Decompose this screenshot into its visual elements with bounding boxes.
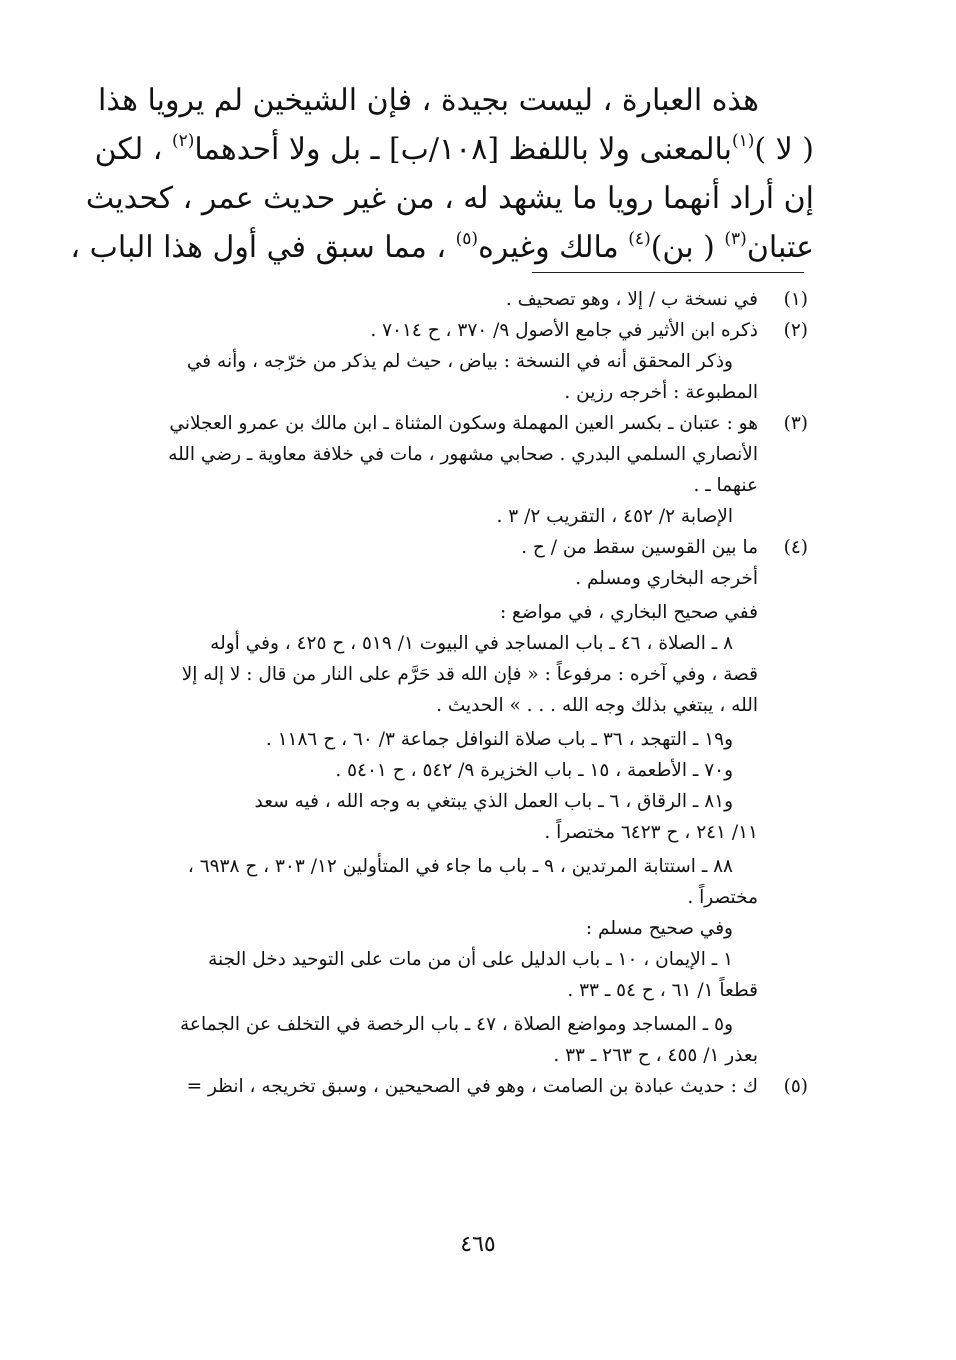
footnote-line: قصة ، وفي آخره : مرفوعاً : « فإن الله قد حَرَّم على النار من قال : لا إله إلا [181, 664, 758, 685]
footnote-number: (٥) [783, 1076, 808, 1097]
main-text-line: إن أراد أنهما رويا ما يشهد له ، من غير حديث عمر ، كحديث [85, 181, 814, 216]
footnote-line: ففي صحيح البخاري ، في مواضع : [499, 602, 758, 623]
footnote-3 [108, 408, 808, 532]
main-text [70, 76, 814, 272]
footnote-number: (١) [783, 289, 808, 310]
footnote-line: و٨١ ـ الرقاق ، ٦ ـ باب العمل الذي يبتغي به وجه الله ، فيه سعد [254, 791, 733, 812]
footnote-number: (٣) [783, 413, 808, 434]
main-text-segment: ، لكن [94, 132, 163, 167]
footnote-line: بعذر ١/ ٤٥٥ ، ح ٢٦٣ ـ ٣٣ . [553, 1045, 758, 1066]
footnote-line: في نسخة ب / إلا ، وهو تصحيف . [505, 289, 758, 310]
footnote-line: و٥ ـ المساجد ومواضع الصلاة ، ٤٧ ـ باب الرخصة في التخلف عن الجماعة [180, 1014, 733, 1035]
footnote-line: عنهما ـ . [693, 475, 758, 496]
footnote-1 [108, 284, 808, 315]
footnote-ref: (٣) [724, 229, 747, 249]
footnote-line: ٨٨ ـ استتابة المرتدين ، ٩ ـ باب ما جاء في المتأولين ١٢/ ٣٠٣ ، ح ٦٩٣٨ ، [187, 856, 733, 877]
footnote-line: الله ، يبتغي بذلك وجه الله . . . » الحديث . [436, 695, 758, 716]
footnote-line: ٨ ـ الصلاة ، ٤٦ ـ باب المساجد في البيوت ١/ ٥١٩ ، ح ٤٢٥ ، وفي أوله [210, 633, 733, 654]
main-text-segment: ( بن) [650, 230, 715, 265]
main-text-line [70, 223, 814, 272]
main-text-line: هذه العبارة ، ليست بجيدة ، فإن الشيخين لم يرويا هذا [98, 83, 759, 118]
footnote-number: (٢) [783, 320, 808, 341]
footnote-ref: (٢) [171, 131, 195, 151]
main-text-segment: عتبان [746, 230, 814, 265]
footnote-ref: (٥) [455, 229, 479, 249]
footnote-line: وذكر المحقق أنه في النسخة : بياض ، حيث لم يذكر من خرّجه ، وأنه في [186, 351, 733, 372]
footnotes [108, 284, 808, 1102]
footnote-2 [108, 315, 808, 408]
footnote-line: قطعاً ١/ ٦١ ، ح ٥٤ ـ ٣٣ . [567, 980, 758, 1001]
footnote-ref: (١) [731, 131, 755, 151]
main-text-line [94, 125, 814, 174]
main-text-segment: بالمعنى ولا باللفظ [١٠٨/ب] ـ بل ولا أحدهما [194, 132, 732, 167]
footnote-line: ذكره ابن الأثير في جامع الأصول ٩/ ٣٧٠ ، ح ٧٠١٤ . [370, 320, 758, 341]
page-number: ٤٦٥ [460, 1232, 496, 1257]
footnote-line: ١١/ ٢٤١ ، ح ٦٤٢٣ مختصراً . [544, 822, 758, 843]
main-text-segment: ، مما سبق في أول هذا الباب ، [70, 230, 447, 265]
footnote-line: وفي صحيح مسلم : [585, 918, 733, 939]
footnote-separator [532, 272, 804, 273]
footnote-number: (٤) [783, 537, 808, 558]
footnote-line: ما بين القوسين سقط من / ح . [521, 537, 758, 558]
footnote-line: الإصابة ٢/ ٤٥٢ ، التقريب ٢/ ٣ . [496, 506, 733, 527]
footnote-line: هو : عتبان ـ بكسر العين المهملة وسكون المثناة ـ ابن مالك بن عمرو العجلاني [169, 413, 758, 434]
main-text-segment: مالك وغيره [478, 230, 619, 265]
footnote-line: أخرجه البخاري ومسلم . [575, 568, 758, 589]
main-text-segment: ( لا ) [754, 132, 814, 167]
footnote-ref: (٤) [628, 229, 651, 249]
footnote-4 [108, 532, 808, 1071]
footnote-line: مختصراً . [687, 887, 758, 908]
footnote-line: و١٩ ـ التهجد ، ٣٦ ـ باب صلاة النوافل جماعة ٣/ ٦٠ ، ح ١١٨٦ . [265, 729, 733, 750]
footnote-5 [108, 1071, 808, 1102]
footnote-line: ك : حديث عبادة بن الصامت ، وهو في الصحيحين ، وسبق تخريجه ، انظر = [186, 1076, 758, 1097]
footnote-line: ١ ـ الإيمان ، ١٠ ـ باب الدليل على أن من مات على التوحيد دخل الجنة [208, 949, 733, 970]
footnote-line: الأنصاري السلمي البدري . صحابي مشهور ، مات في خلافة معاوية ـ رضي الله [168, 444, 758, 465]
footnote-line: المطبوعة : أخرجه رزين . [564, 382, 758, 403]
footnote-line: و٧٠ ـ الأطعمة ، ١٥ ـ باب الخزيرة ٩/ ٥٤٢ ، ح ٥٤٠١ . [335, 760, 733, 781]
